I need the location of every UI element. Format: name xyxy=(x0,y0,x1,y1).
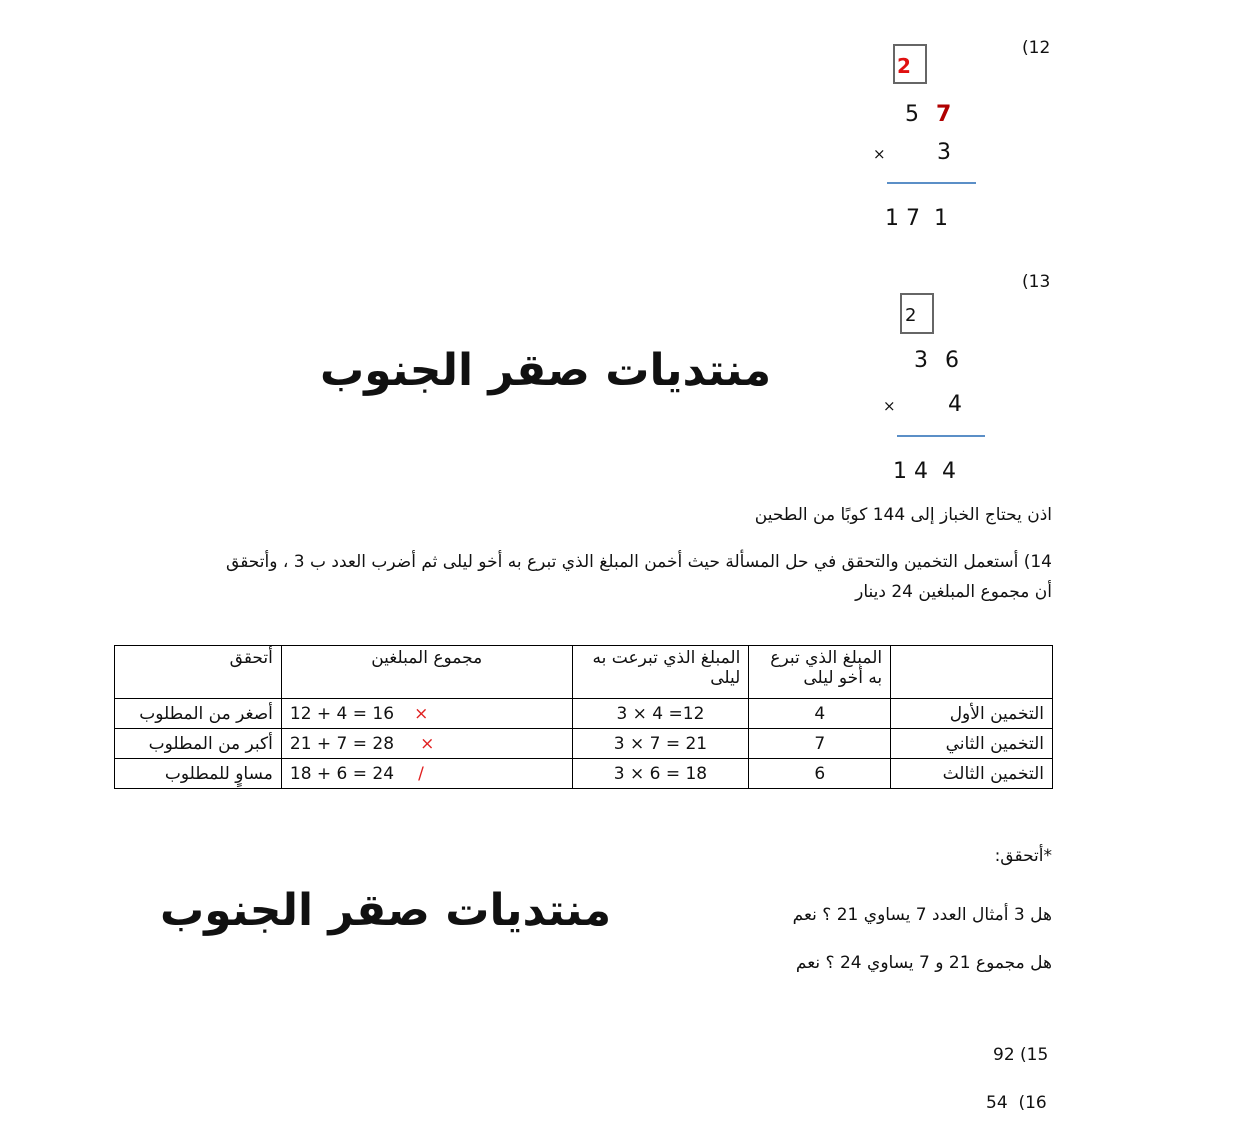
carry-digit: 2 xyxy=(905,305,917,326)
verify-question-2: هل مجموع 21 و 7 يساوي 24 ؟ نعم xyxy=(795,953,1052,973)
multiplier: 3 xyxy=(937,140,951,165)
table-row xyxy=(115,699,1053,729)
times-sign: × xyxy=(873,145,886,163)
carry-digit: 2 xyxy=(897,54,911,78)
answer-16: 54 (16 xyxy=(986,1093,1047,1113)
product: 1 7 1 xyxy=(885,206,948,231)
multiplicand-tens: 3 xyxy=(914,348,928,373)
watermark-text: منتديات صقر الجنوب xyxy=(320,345,772,396)
sum-text: 18 + 6 = 24 xyxy=(289,763,395,784)
brother-cell: 7 xyxy=(749,729,891,759)
wrong-mark-icon: × xyxy=(420,733,435,754)
watermark-text: منتديات صقر الجنوب xyxy=(160,885,612,936)
brother-cell: 4 xyxy=(749,699,891,729)
layla-cell: 3 × 6 = 18 xyxy=(572,759,749,789)
sum-text: 12 + 4 = 16 xyxy=(289,703,395,724)
product: 1 4 4 xyxy=(893,459,956,484)
guess-cell: التخمين الثاني xyxy=(891,729,1053,759)
layla-cell: 3 × 7 = 21 xyxy=(572,729,749,759)
result-line xyxy=(897,435,985,437)
multiplicand-ones: 7 xyxy=(936,102,952,127)
verify-question-1: هل 3 أمثال العدد 7 يساوي 21 ؟ نعم xyxy=(792,905,1052,925)
table-header-row xyxy=(115,646,1053,699)
header-cell: المبلغ الذي تبرع به أخو ليلى xyxy=(749,646,891,699)
result-line xyxy=(887,182,976,184)
sum-text: 21 + 7 = 28 xyxy=(289,733,395,754)
wrong-mark-icon: × xyxy=(414,703,429,724)
brother-cell: 6 xyxy=(749,759,891,789)
guess-cell: التخمين الأول xyxy=(891,699,1053,729)
table-row xyxy=(115,729,1053,759)
sum-cell xyxy=(281,699,572,729)
sum-cell xyxy=(281,729,572,759)
header-cell: المبلغ الذي تبرعت به ليلى xyxy=(572,646,749,699)
sum-cell xyxy=(281,759,572,789)
multiplier: 4 xyxy=(948,392,962,417)
answer-13-text: اذن يحتاج الخباز إلى 144 كوبًا من الطحين xyxy=(754,505,1052,525)
header-cell: مجموع المبلغين xyxy=(281,646,572,699)
question-14-line1: 14) أستعمل التخمين والتحقق في حل المسألة حيث أخمن المبلغ الذي تبرع به أخو ليلى ثم أضرب العدد ب 3 ، وأتحقق xyxy=(226,552,1052,572)
check-cell: أكبر من المطلوب xyxy=(115,729,282,759)
answer-15: 92 (15 xyxy=(993,1045,1049,1065)
correct-mark-icon: / xyxy=(418,763,424,784)
question-13-label: (13 xyxy=(1022,272,1051,292)
multiplicand-ones: 6 xyxy=(945,348,959,373)
header-cell xyxy=(891,646,1053,699)
guess-cell: التخمين الثالث xyxy=(891,759,1053,789)
question-14-line2: أن مجموع المبلغين 24 دينار xyxy=(855,582,1052,602)
check-cell: مساوٍ للمطلوب xyxy=(115,759,282,789)
table-row xyxy=(115,759,1053,789)
times-sign: × xyxy=(883,397,896,415)
layla-cell: 3 × 4 =12 xyxy=(572,699,749,729)
check-cell: أصغر من المطلوب xyxy=(115,699,282,729)
guess-check-table xyxy=(114,645,1053,789)
header-cell: أتحقق xyxy=(115,646,282,699)
verify-title: *أتحقق: xyxy=(994,846,1052,866)
multiplicand-tens: 5 xyxy=(905,102,919,127)
question-12-label: (12 xyxy=(1022,38,1051,58)
